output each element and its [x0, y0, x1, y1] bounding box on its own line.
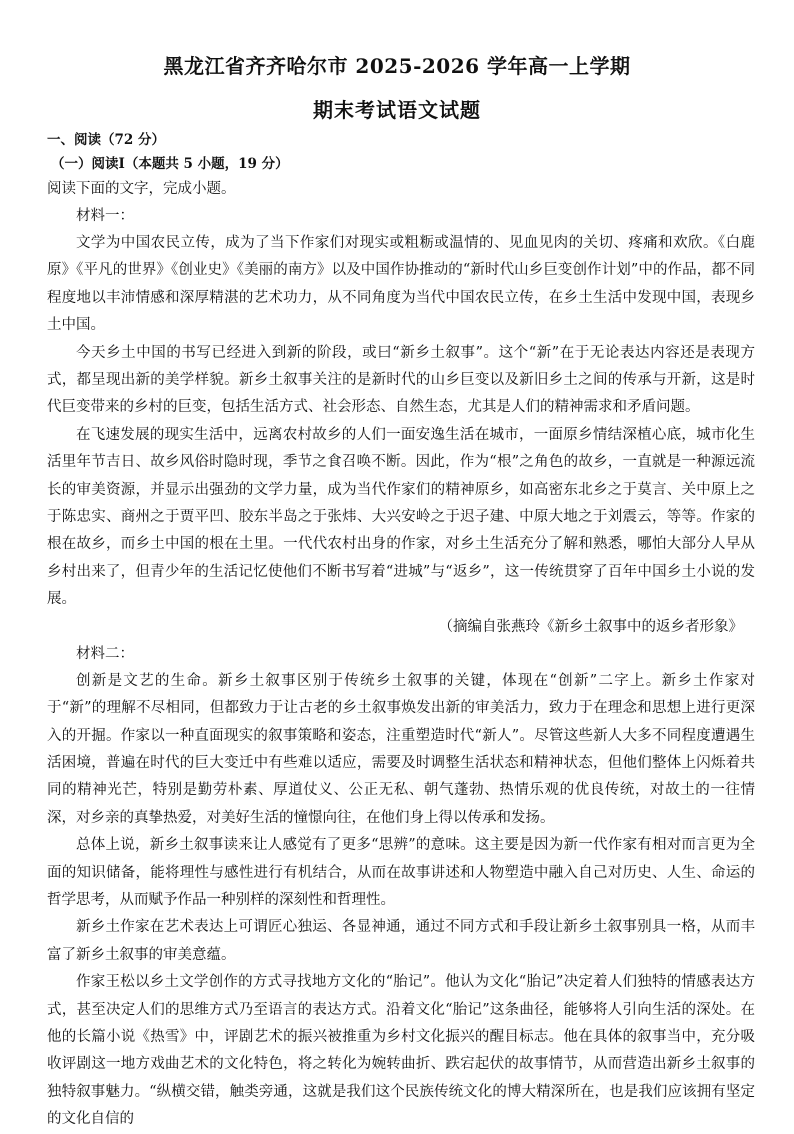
section-heading: 一、阅读（72 分） — [47, 132, 165, 148]
subsection-heading: （一）阅读Ⅰ（本题共 5 小题，19 分） — [51, 156, 289, 172]
material1-paragraph: 今天乡土中国的书写已经进入到新的阶段，或曰“新乡土叙事”。这个“新”在于无论表达内容还是表现方式，都呈现出新的美学样貌。新乡土叙事关注的是新时代的山乡巨变以及新旧乡土之间的传承与开新，这是时代巨变带来的乡村的巨变，包括生活方式、社会形态、自然生态，尤其是人们的精神需求和矛盾问题。 — [47, 344, 755, 416]
material1-paragraph: 文学为中国农民立传，成为了当下作家们对现实或粗粝或温情的、见血见肉的关切、疼痛和欢欣。《白鹿原》《平凡的世界》《创业史》《美丽的南方》以及中国作协推动的“新时代山乡巨变创作计划”中的作品，都不同程度地以丰沛情感和深厚精湛的艺术功力，从不同角度为当代中国农民立传，在乡土生活中发现中国，表现乡土中国。 — [47, 235, 755, 334]
material2-paragraph: 作家王松以乡土文学创作的方式寻找地方文化的“胎记”。他认为文化“胎记”决定着人们独特的情感表达方式，甚至决定人们的思维方式乃至语言的表达方式。沿着文化“胎记”这条曲径，能够将人引向生活的深处。在他的长篇小说《热雪》中，评剧艺术的振兴被推重为乡村文化振兴的醒目标志。他在具体的叙事当中，充分吸收评剧这一地方戏曲艺术的文化特色，将之转化为婉转曲折、跌宕起伏的故事情节，从而营造出新乡土叙事的独特叙事魅力。“纵横交错，触类旁通，这就是我们这个民族传统文化的博大精深所在，也是我们应该拥有坚定的文化自信的 — [47, 974, 755, 1128]
exam-title-line2: 期末考试语文试题 — [313, 98, 481, 122]
material2-paragraph: 创新是文艺的生命。新乡土叙事区别于传统乡土叙事的关键，体现在“创新”二字上。新乡土作家对于“新”的理解不尽相同，但都致力于让古老的乡土叙事焕发出新的审美活力，致力于在理念和思想上进行更深入的开掘。作家以一种直面现实的叙事策略和姿态，注重塑造时代“新人”。尽管这些新人大多不同程度遭遇生活困境，普遍在时代的巨大变迁中有些难以适应，需要及时调整生活状态和精神状态，但他们整体上闪烁着共同的精神光芒，特别是勤劳朴素、厚道仗义、公正无私、朝气蓬勃、热情乐观的优良传统，对故土的一往情深，对乡亲的真挚热爱，对美好生活的憧憬向往，在他们身上得以传承和发扬。 — [47, 672, 755, 826]
material1-paragraph: 在飞速发展的现实生活中，远离农村故乡的人们一面安逸生活在城市，一面原乡情结深植心底，城市化生活里年节吉日、故乡风俗时隐时现，季节之食召唤不断。因此，作为“根”之角色的故乡，一直就是一种源远流长的审美资源，并显示出强劲的文学力量，成为当代作家们的精神原乡，如高密东北乡之于莫言、关中原上之于陈忠实、商州之于贾平凹、胶东半岛之于张炜、大兴安岭之于迟子建、中原大地之于刘震云，等等。作家的根在故乡，而乡土中国的根在土里。一代代农村出身的作家，对乡土生活充分了解和熟悉，哪怕大部分人早从乡村出来了，但青少年的生活记忆使他们不断书写着“进城”与“返乡”，这一传统贯穿了百年中国乡土小说的发展。 — [47, 426, 755, 608]
material2-label: 材料二： — [76, 645, 134, 662]
material1-source: （摘编自张燕玲《新乡土叙事中的返乡者形象》 — [438, 618, 743, 635]
exam-title-line1: 黑龙江省齐齐哈尔市 2025-2026 学年高一上学期 — [163, 54, 631, 78]
material1-label: 材料一： — [76, 208, 134, 224]
material2-paragraph: 新乡土作家在艺术表达上可谓匠心独运、各显神通，通过不同方式和手段让新乡土叙事别具一格，从而丰富了新乡土叙事的审美意蕴。 — [47, 919, 755, 963]
material2-paragraph: 总体上说，新乡土叙事读来让人感觉有了更多“思辨”的意味。这主要是因为新一代作家有相对而言更为全面的知识储备，能将理性与感性进行有机结合，从而在故事讲述和人物塑造中融入自己对历史、人生、命运的哲学思考，从而赋予作品一种别样的深刻性和哲理性。 — [47, 837, 755, 908]
instruction-text: 阅读下面的文字，完成小题。 — [47, 181, 236, 197]
document-body — [47, 128, 755, 1134]
